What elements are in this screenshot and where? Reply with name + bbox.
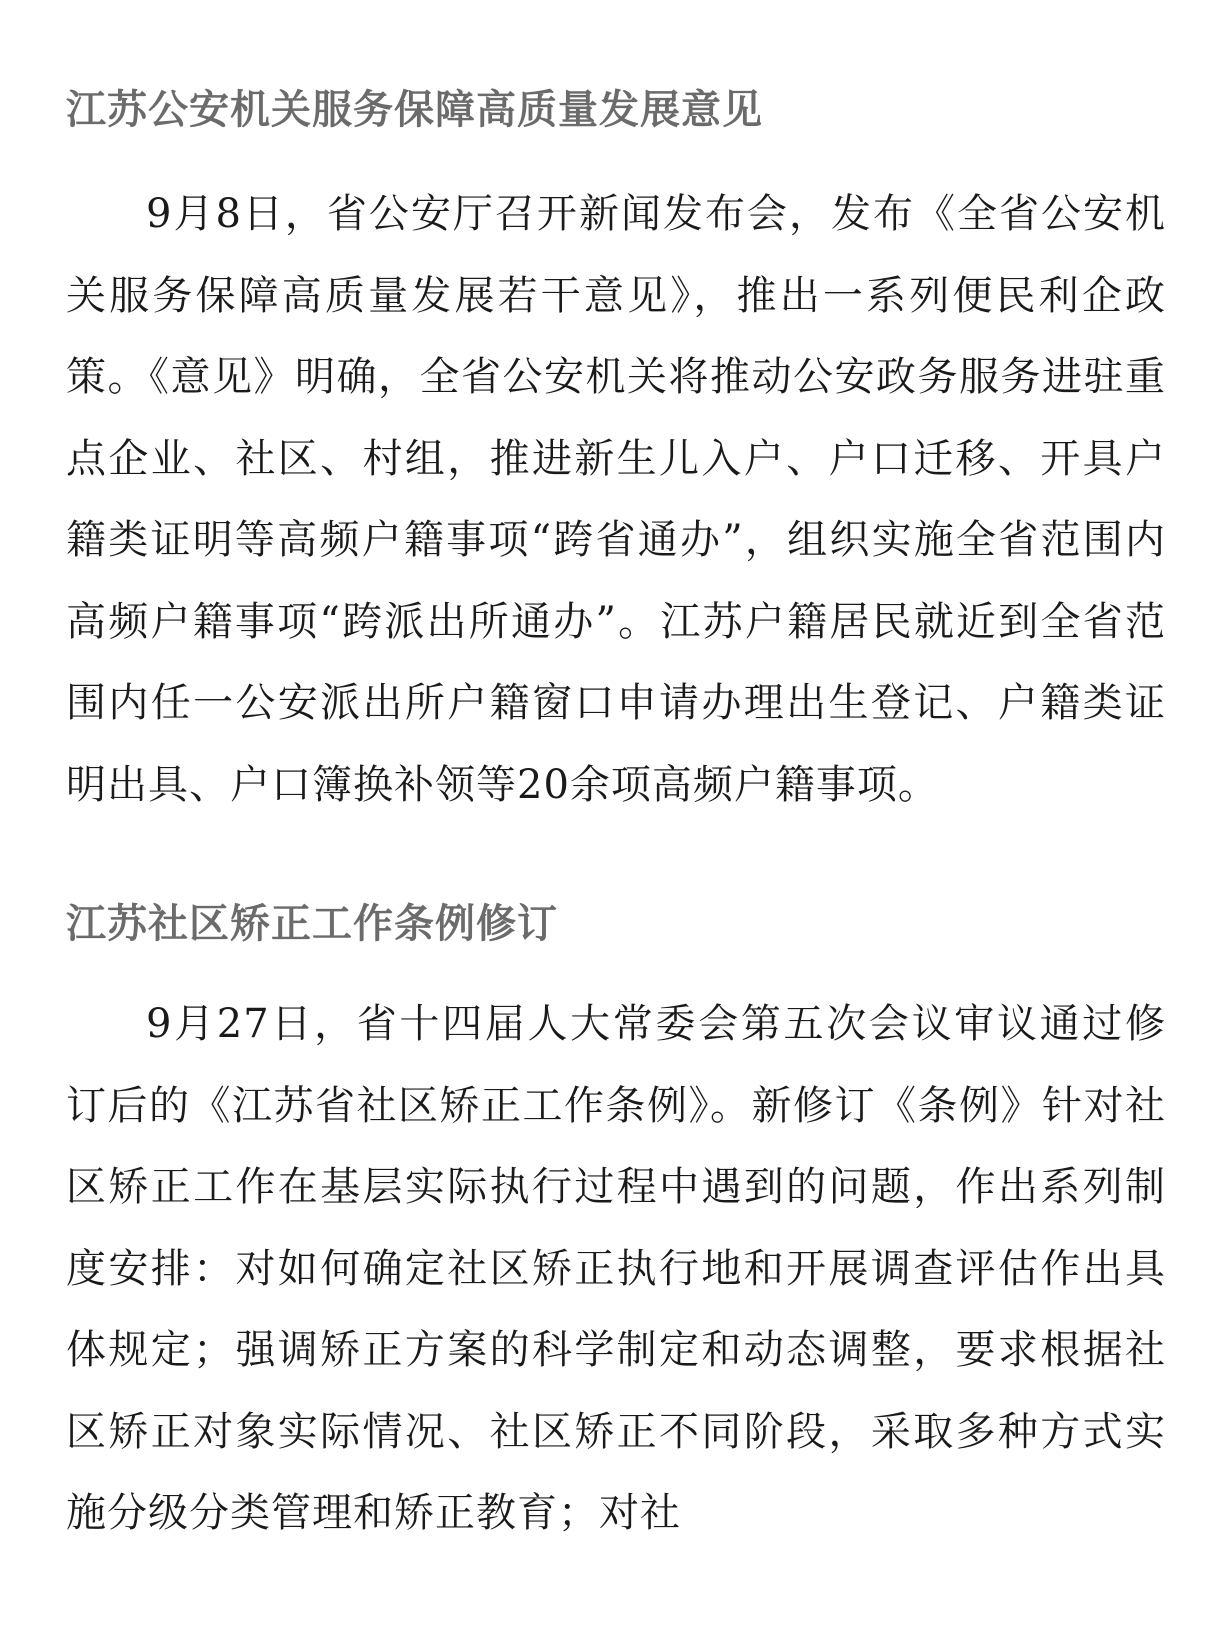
section-body-community-correction: 9月27日，省十四届人大常委会第五次会议审议通过修订后的《江苏省社区矫正工作条例》。新修订《条例》针对社区矫正工作在基层实际执行过程中遇到的问题，作出系列制度安排：对如何确定社区矫正执行地和开展调查评估作出具体规定；强调矫正方案的科学制定和动态调整，要求根据社区矫正对象实际情况、社区矫正不同阶段，采取多种方式实施分级分类管理和矫正教育；对社 <box>66 1001 1166 1536</box>
document-page <box>66 82 1166 1555</box>
section-heading-community-correction: 江苏社区矫正工作条例修订 <box>66 901 558 947</box>
section-heading-public-security: 江苏公安机关服务保障高质量发展意见 <box>66 87 763 133</box>
section-body-public-security: 9月8日，省公安厅召开新闻发布会，发布《全省公安机关服务保障高质量发展若干意见》，推出一系列便民利企政策。《意见》明确，全省公安机关将推动公安政务服务进驻重点企业、社区、村组，推进新生儿入户、户口迁移、开具户籍类证明等高频户籍事项“跨省通办”，组织实施全省范围内高频户籍事项“跨派出所通办”。江苏户籍居民就近到全省范围内任一公安派出所户籍窗口申请办理出生登记、户籍类证明出具、户口簿换补领等20余项高频户籍事项。 <box>66 191 1166 808</box>
